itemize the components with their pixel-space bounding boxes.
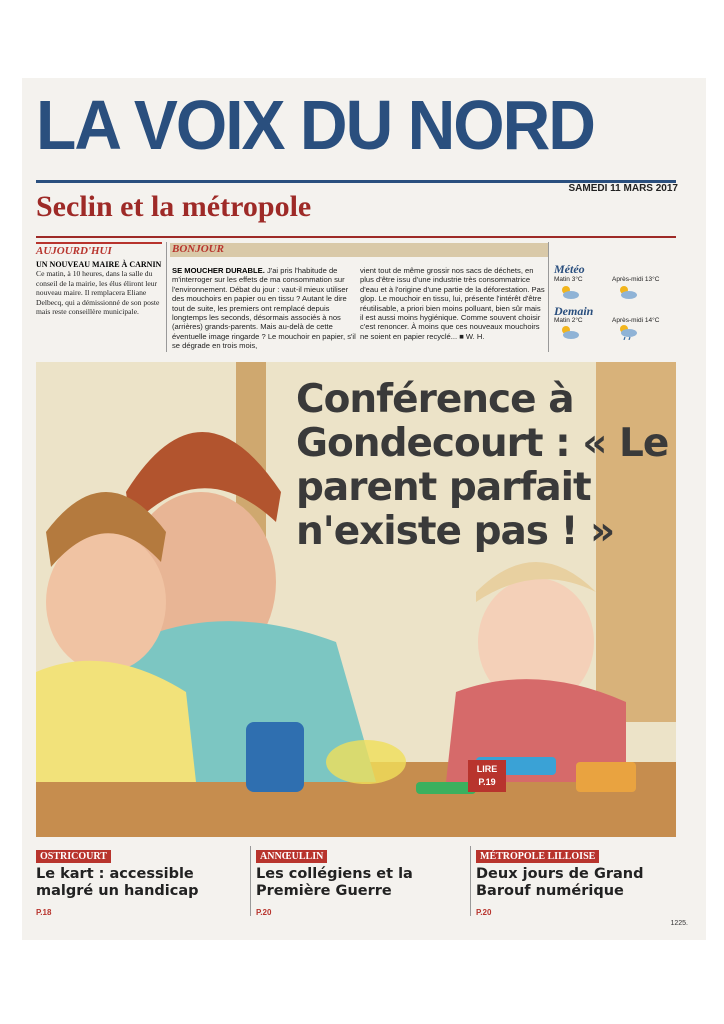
teaser-title: Deux jours de Grand Barouf numérique — [476, 866, 644, 899]
aujourdhui-body: Ce matin, à 10 heures, dans la salle du conseil de la mairie, les élus éliront leur nouveau maire. Il remplacera Eliane Delbecq, qui a démissionné de son poste mais reste conseillère municipale. — [36, 269, 160, 317]
aujourdhui-article — [36, 260, 162, 316]
masthead: LA VOIX DU NORD — [36, 86, 594, 164]
sun-cloud-icon — [558, 324, 580, 340]
sun-cloud-icon — [558, 284, 580, 300]
column-divider — [470, 846, 471, 916]
meteo-tomorrow-morning: Matin 2°C — [554, 317, 583, 324]
sun-cloud-icon — [616, 284, 638, 300]
footer-code: 1225. — [670, 920, 688, 927]
lire-badge — [468, 760, 506, 792]
meteo-today-morning: Matin 3°C — [554, 276, 583, 283]
bonjour-lead: SE MOUCHER DURABLE. — [172, 266, 265, 275]
meteo-tomorrow-afternoon: Après-midi 14°C — [612, 317, 660, 324]
section-rule — [36, 236, 676, 238]
column-divider — [166, 242, 167, 352]
column-divider — [548, 242, 549, 352]
aujourdhui-tag: AUJOURD'HUI — [36, 242, 162, 257]
teaser-title: Les collégiens et la Première Guerre — [256, 866, 413, 899]
bonjour-bar — [170, 243, 548, 257]
teaser-title: Le kart : accessible malgré un handicap — [36, 866, 199, 899]
teaser-page: P.20 — [256, 908, 272, 917]
teaser-page: P.20 — [476, 908, 492, 917]
rain-cloud-icon — [616, 324, 638, 340]
teaser-kicker: OSTRICOURT — [36, 850, 111, 863]
bonjour-text1: J'ai pris l'habitude de m'interroger sur les effets de ma consommation sur l'environnement. Débat du jour : vaut-il mieux utiliser des mouchoirs en papier ou en tissu ? Autant le dire tout de suite, les premiers ont remplacé depuis longtemps les seconds, désormais associés à nos (arrières) grands-parents. Mais au-delà de cette éventuelle image ringarde ? Le mouchoir en papier, s'il se dégrade en trois mois, — [172, 266, 356, 351]
meteo-tomorrow-title: Demain — [554, 304, 594, 318]
column-divider — [250, 846, 251, 916]
teaser-page: P.18 — [36, 908, 52, 917]
teaser-kicker: MÉTROPOLE LILLOISE — [476, 850, 599, 863]
issue-date: SAMEDI 11 MARS 2017 — [568, 183, 678, 194]
teaser-kicker: ANNŒULLIN — [256, 850, 327, 863]
bonjour-col2: vient tout de même grossir nos sacs de déchets, en plus d'être issu d'une industrie très consommatrice d'eau et à l'origine d'une partie de la déforestation. Pas glop. Le mouchoir en tissu, lui, présente l'intérêt d'être réutilisable, a priori bien moins polluant, bien sûr mais il est aussi moins hygiénique. Comme souvent choisir c'est renoncer. À moins que ces nouveaux mouchoirs ne soient en papier recyclé... ■ W. H. — [360, 266, 545, 341]
meteo-today-afternoon: Après-midi 13°C — [612, 276, 660, 283]
main-headline: Conférence à Gondecourt : « Le parent parfait n'existe pas ! » — [296, 377, 669, 554]
aujourdhui-headline: UN NOUVEAU MAIRE À CARNIN — [36, 260, 162, 269]
meteo-title: Météo — [554, 262, 585, 276]
lire-label: LIRE — [476, 764, 498, 774]
bonjour-col1 — [172, 266, 358, 351]
lire-page: P.19 — [478, 777, 496, 787]
bonjour-tag: BONJOUR — [172, 243, 224, 255]
section-title: Seclin et la métropole — [36, 190, 312, 223]
